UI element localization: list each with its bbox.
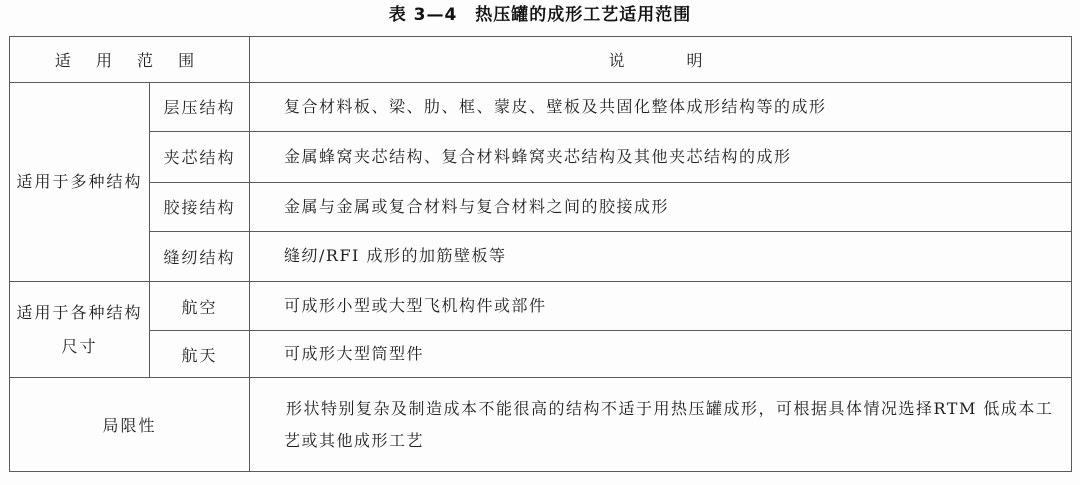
limitation-label: 局限性 [10, 378, 250, 472]
table-row [10, 182, 1072, 231]
description-cell: 可成形大型筒型件 [250, 331, 1072, 378]
limitation-description [250, 378, 1072, 472]
sub-label: 航天 [150, 331, 250, 378]
description-cell: 可成形小型或大型飞机构件或部件 [250, 282, 1072, 331]
sub-label: 层压结构 [150, 82, 250, 131]
autoclave-scope-table [9, 36, 1072, 472]
table-row [10, 82, 1072, 131]
table-caption: 表 3—4 热压罐的成形工艺适用范围 [388, 5, 692, 25]
group-label-multi-structure: 适用于多种结构 [10, 82, 150, 282]
description-cell: 缝纫/RFI 成形的加筋壁板等 [250, 231, 1072, 282]
table-row [10, 131, 1072, 182]
table-row-limitation [10, 378, 1072, 472]
sub-label: 夹芯结构 [150, 131, 250, 182]
description-cell: 金属蜂窝夹芯结构、复合材料蜂窝夹芯结构及其他夹芯结构的成形 [250, 131, 1072, 182]
header-scope: 适 用 范 围 [10, 37, 250, 83]
sub-label: 胶接结构 [150, 182, 250, 231]
table-header-row [10, 37, 1072, 83]
sub-label: 缝纫结构 [150, 231, 250, 282]
group-label-size: 适用于各种结构尺寸 [10, 282, 150, 378]
description-cell: 金属与金属或复合材料与复合材料之间的胶接成形 [250, 182, 1072, 231]
sub-label: 航空 [150, 282, 250, 331]
table-row [10, 231, 1072, 282]
table-row [10, 331, 1072, 378]
table-row [10, 282, 1072, 331]
description-cell: 复合材料板、梁、肋、框、蒙皮、壁板及共固化整体成形结构等的成形 [250, 82, 1072, 131]
header-note: 说 明 [250, 37, 1072, 83]
limitation-text: 形状特别复杂及制造成本不能很高的结构不适于用热压罐成形，可根据具体情况选择RTM 低成本工艺或其他成形工艺 [284, 398, 1054, 450]
